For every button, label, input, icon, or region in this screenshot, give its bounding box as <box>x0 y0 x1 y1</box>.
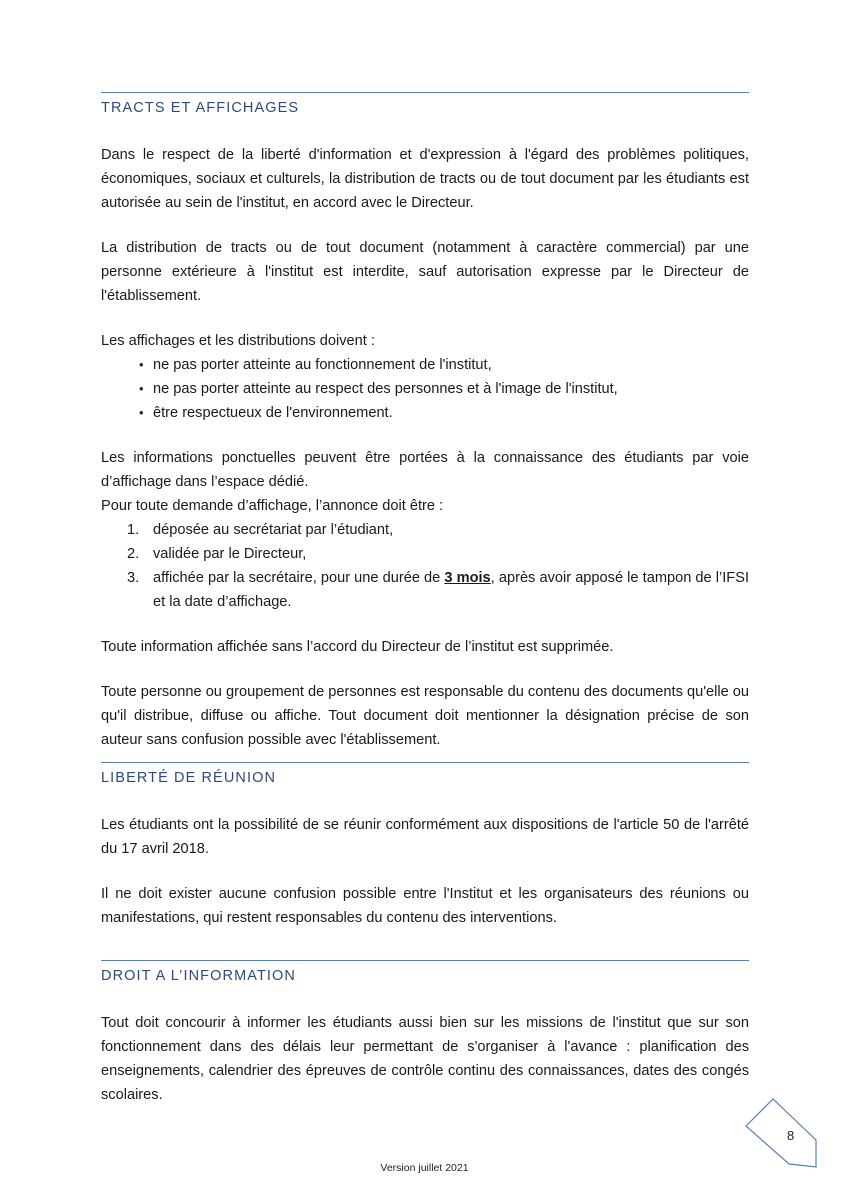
section-title-information: DROIT A L’INFORMATION <box>101 960 749 984</box>
paragraph: Les étudiants ont la possibilité de se réunir conformément aux dispositions de l'article 50 de l'arrêté du 17 avril 2018. <box>101 817 749 857</box>
page-number-badge <box>745 1098 817 1168</box>
paragraph: Toute information affichée sans l’accord du Directeur de l’institut est supprimée. <box>101 639 614 655</box>
page-corner-icon <box>745 1098 817 1168</box>
list-number: 2. <box>127 546 140 562</box>
paragraph: Pour toute demande d’affichage, l’annonce doit être : <box>101 498 444 514</box>
list-item: 2. validée par le Directeur, <box>101 542 749 566</box>
paragraph: Il ne doit exister aucune confusion possible entre l'Institut et les organisateurs des réunions ou manifestations, qui restent responsables du contenu des interventions. <box>101 886 749 926</box>
bullet-icon: • <box>139 357 144 372</box>
paragraph: Tout doit concourir à informer les étudiants aussi bien sur les missions de l'institut que sur son fonctionnement dans des délais leur permettant de s'organiser à l'avance : planification des enseignements, calendrier des épreuves de contrôle continu des connaissances, dates des congés scolaires. <box>101 1015 749 1103</box>
bullet-icon: • <box>139 381 144 396</box>
list-item: • être respectueux de l'environnement. <box>101 401 749 425</box>
footer-version: Version juillet 2021 <box>380 1162 469 1174</box>
section-title-tracts: TRACTS ET AFFICHAGES <box>101 92 749 116</box>
list-item: 1. déposée au secrétariat par l’étudiant, <box>101 518 749 542</box>
list-number: 3. <box>127 570 140 586</box>
list-item: 3. affichée par la secrétaire, pour une durée de 3 mois, après avoir apposé le tampon de l’IFSI et la date d’affichage. <box>101 566 749 614</box>
paragraph: Les informations ponctuelles peuvent être portées à la connaissance des étudiants par voie d’affichage dans l’espace dédié. <box>101 450 749 490</box>
section-title-reunion: LIBERTÉ DE RÉUNION <box>101 762 749 786</box>
list-item: • ne pas porter atteinte au respect des personnes et à l'image de l'institut, <box>101 377 749 401</box>
paragraph: La distribution de tracts ou de tout document (notamment à caractère commercial) par une personne extérieure à l'institut est interdite, sauf autorisation expresse par le Directeur de l'établissement. <box>101 240 749 304</box>
paragraph: Les affichages et les distributions doivent : <box>101 333 375 349</box>
list-item: • ne pas porter atteinte au fonctionnement de l'institut, <box>101 353 749 377</box>
bullet-list <box>101 353 749 425</box>
paragraph: Toute personne ou groupement de personnes est responsable du contenu des documents qu'elle ou qu'il distribue, diffuse ou affiche. Tout document doit mentionner la désignation précise de son auteur sans confusion possible avec l'établissement. <box>101 684 749 748</box>
bullet-icon: • <box>139 405 144 420</box>
numbered-list <box>101 518 749 614</box>
list-number: 1. <box>127 522 140 538</box>
page-body <box>101 92 749 1128</box>
emphasis-duration: 3 mois <box>444 570 491 586</box>
page-number: 8 <box>787 1128 795 1143</box>
paragraph: Dans le respect de la liberté d'information et d'expression à l'égard des problèmes politiques, économiques, sociaux et culturels, la distribution de tracts ou de tout document par les étudiants est autorisée au sein de l'institut, en accord avec le Directeur. <box>101 147 749 211</box>
